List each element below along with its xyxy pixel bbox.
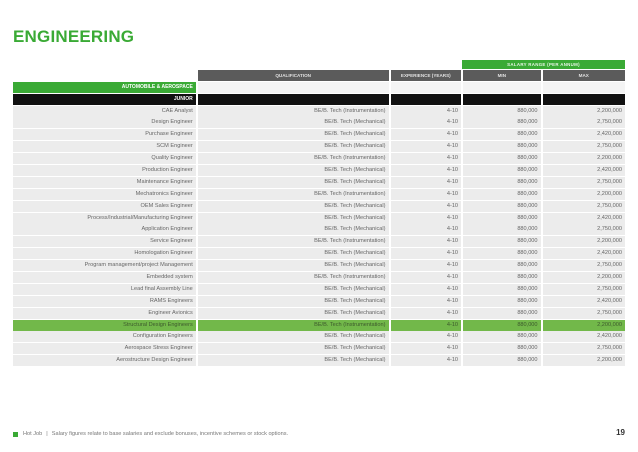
category-cell — [391, 82, 462, 93]
cell-max-salary: 2,200,000 — [543, 189, 625, 200]
cell-min-salary: 880,000 — [463, 284, 541, 295]
table-row — [13, 129, 625, 140]
cell-experience: 4-10 — [391, 106, 462, 117]
table-row — [13, 201, 625, 212]
cell-max-salary: 2,750,000 — [543, 141, 625, 152]
cell-role: Program management/project Management — [13, 260, 196, 271]
cell-experience: 4-10 — [391, 355, 462, 366]
cell-experience: 4-10 — [391, 320, 462, 331]
table-row — [13, 320, 625, 331]
cell-experience: 4-10 — [391, 213, 462, 224]
page-number: 19 — [616, 428, 625, 437]
salary-range-header-row — [13, 60, 625, 69]
cell-qualification: BE/B. Tech (Instrumentation) — [198, 236, 389, 247]
cell-qualification: BE/B. Tech (Mechanical) — [198, 284, 389, 295]
cell-role: Aerostructure Design Engineer — [13, 355, 196, 366]
cell-qualification: BE/B. Tech (Mechanical) — [198, 165, 389, 176]
footer — [13, 431, 288, 437]
cell-min-salary: 880,000 — [463, 343, 541, 354]
cell-role: Homologation Engineer — [13, 248, 196, 259]
table-row — [13, 153, 625, 164]
header-spacer — [13, 70, 196, 81]
cell-min-salary: 880,000 — [463, 117, 541, 128]
cell-qualification: BE/B. Tech (Instrumentation) — [198, 153, 389, 164]
cell-role: Aerospace Stress Engineer — [13, 343, 196, 354]
header-qualification: QUALIFICATION — [198, 70, 389, 81]
cell-role: Mechatronics Engineer — [13, 189, 196, 200]
salary-range-header: SALARY RANGE (PER ANNUM) — [462, 60, 625, 69]
table-row — [13, 355, 625, 366]
subcategory-row — [13, 94, 625, 105]
cell-max-salary: 2,200,000 — [543, 236, 625, 247]
cell-min-salary: 880,000 — [463, 165, 541, 176]
cell-min-salary: 880,000 — [463, 177, 541, 188]
cell-experience: 4-10 — [391, 117, 462, 128]
cell-role: Structural Design Engineers — [13, 320, 196, 331]
subcategory-cell — [391, 94, 462, 105]
cell-experience: 4-10 — [391, 308, 462, 319]
table-row — [13, 248, 625, 259]
footer-note: Salary figures relate to base salaries and exclude bonuses, incentive schemes or stock options. — [51, 431, 289, 437]
cell-min-salary: 880,000 — [463, 201, 541, 212]
cell-max-salary: 2,420,000 — [543, 213, 625, 224]
cell-max-salary: 2,750,000 — [543, 260, 625, 271]
cell-max-salary: 2,750,000 — [543, 117, 625, 128]
cell-experience: 4-10 — [391, 331, 462, 342]
cell-min-salary: 880,000 — [463, 260, 541, 271]
cell-min-salary: 880,000 — [463, 248, 541, 259]
cell-max-salary: 2,420,000 — [543, 296, 625, 307]
cell-max-salary: 2,750,000 — [543, 343, 625, 354]
cell-experience: 4-10 — [391, 248, 462, 259]
category-cell — [198, 82, 389, 93]
cell-qualification: BE/B. Tech (Instrumentation) — [198, 106, 389, 117]
table-row — [13, 177, 625, 188]
cell-max-salary: 2,750,000 — [543, 201, 625, 212]
cell-max-salary: 2,750,000 — [543, 224, 625, 235]
cell-max-salary: 2,420,000 — [543, 129, 625, 140]
cell-max-salary: 2,200,000 — [543, 272, 625, 283]
cell-role: Lead final Assembly Line — [13, 284, 196, 295]
cell-min-salary: 880,000 — [463, 320, 541, 331]
cell-qualification: BE/B. Tech (Mechanical) — [198, 213, 389, 224]
cell-min-salary: 880,000 — [463, 224, 541, 235]
table-row — [13, 260, 625, 271]
cell-role: Configuration Engineers — [13, 331, 196, 342]
cell-experience: 4-10 — [391, 284, 462, 295]
table-row — [13, 343, 625, 354]
category-cell — [543, 82, 625, 93]
cell-min-salary: 880,000 — [463, 308, 541, 319]
category-cell — [463, 82, 541, 93]
cell-role: Quality Engineer — [13, 153, 196, 164]
subcategory-cell — [198, 94, 389, 105]
cell-role: OEM Sales Engineer — [13, 201, 196, 212]
table-body — [13, 106, 625, 367]
salary-table — [13, 60, 625, 367]
table-row — [13, 308, 625, 319]
subcategory-label: JUNIOR — [13, 94, 196, 105]
cell-role: Process/Industrial/Manufacturing Engineer — [13, 213, 196, 224]
cell-role: Purchase Engineer — [13, 129, 196, 140]
cell-max-salary: 2,750,000 — [543, 308, 625, 319]
cell-role: Service Engineer — [13, 236, 196, 247]
cell-max-salary: 2,200,000 — [543, 320, 625, 331]
cell-qualification: BE/B. Tech (Mechanical) — [198, 177, 389, 188]
cell-role: CAE Analyst — [13, 106, 196, 117]
header-min: MIN — [463, 70, 540, 81]
footer-brand: Hot Job — [23, 431, 43, 437]
cell-role: Design Engineer — [13, 117, 196, 128]
cell-experience: 4-10 — [391, 343, 462, 354]
cell-max-salary: 2,750,000 — [543, 177, 625, 188]
table-row — [13, 117, 625, 128]
cell-role: SCM Engineer — [13, 141, 196, 152]
cell-min-salary: 880,000 — [463, 129, 541, 140]
cell-qualification: BE/B. Tech (Instrumentation) — [198, 320, 389, 331]
table-row — [13, 331, 625, 342]
header-max: MAX — [543, 70, 625, 81]
cell-experience: 4-10 — [391, 224, 462, 235]
cell-qualification: BE/B. Tech (Mechanical) — [198, 260, 389, 271]
cell-min-salary: 880,000 — [463, 141, 541, 152]
table-row — [13, 224, 625, 235]
cell-role: Embedded system — [13, 272, 196, 283]
cell-experience: 4-10 — [391, 201, 462, 212]
table-row — [13, 296, 625, 307]
cell-max-salary: 2,200,000 — [543, 106, 625, 117]
cell-qualification: BE/B. Tech (Mechanical) — [198, 141, 389, 152]
cell-qualification: BE/B. Tech (Mechanical) — [198, 308, 389, 319]
table-row — [13, 189, 625, 200]
cell-experience: 4-10 — [391, 236, 462, 247]
cell-role: Application Engineer — [13, 224, 196, 235]
cell-max-salary: 2,420,000 — [543, 331, 625, 342]
cell-max-salary: 2,420,000 — [543, 165, 625, 176]
header-experience: EXPERIENCE (YEARS) — [391, 70, 462, 81]
subcategory-cell — [543, 94, 625, 105]
footer-square-icon — [13, 432, 18, 437]
cell-experience: 4-10 — [391, 260, 462, 271]
table-row — [13, 213, 625, 224]
cell-experience: 4-10 — [391, 153, 462, 164]
cell-qualification: BE/B. Tech (Mechanical) — [198, 248, 389, 259]
cell-qualification: BE/B. Tech (Mechanical) — [198, 129, 389, 140]
table-row — [13, 272, 625, 283]
cell-qualification: BE/B. Tech (Mechanical) — [198, 201, 389, 212]
cell-min-salary: 880,000 — [463, 213, 541, 224]
cell-experience: 4-10 — [391, 189, 462, 200]
cell-role: Production Engineer — [13, 165, 196, 176]
cell-min-salary: 880,000 — [463, 236, 541, 247]
cell-min-salary: 880,000 — [463, 106, 541, 117]
cell-experience: 4-10 — [391, 177, 462, 188]
table-row — [13, 106, 625, 117]
subcategory-cell — [463, 94, 541, 105]
cell-qualification: BE/B. Tech (Mechanical) — [198, 296, 389, 307]
cell-min-salary: 880,000 — [463, 272, 541, 283]
cell-qualification: BE/B. Tech (Mechanical) — [198, 355, 389, 366]
cell-min-salary: 880,000 — [463, 189, 541, 200]
cell-experience: 4-10 — [391, 129, 462, 140]
cell-qualification: BE/B. Tech (Mechanical) — [198, 343, 389, 354]
table-row — [13, 165, 625, 176]
column-header-row — [13, 70, 625, 81]
cell-max-salary: 2,750,000 — [543, 284, 625, 295]
cell-qualification: BE/B. Tech (Mechanical) — [198, 331, 389, 342]
cell-experience: 4-10 — [391, 272, 462, 283]
cell-min-salary: 880,000 — [463, 153, 541, 164]
table-row — [13, 236, 625, 247]
cell-qualification: BE/B. Tech (Instrumentation) — [198, 189, 389, 200]
cell-qualification: BE/B. Tech (Mechanical) — [198, 117, 389, 128]
table-row — [13, 284, 625, 295]
cell-role: RAMS Engineers — [13, 296, 196, 307]
table-row — [13, 141, 625, 152]
cell-qualification: BE/B. Tech (Mechanical) — [198, 224, 389, 235]
cell-role: Engineer Avionics — [13, 308, 196, 319]
category-label: AUTOMOBILE & AEROSPACE — [13, 82, 196, 93]
category-row — [13, 82, 625, 93]
cell-max-salary: 2,200,000 — [543, 153, 625, 164]
cell-experience: 4-10 — [391, 141, 462, 152]
cell-max-salary: 2,200,000 — [543, 355, 625, 366]
cell-min-salary: 880,000 — [463, 296, 541, 307]
footer-separator: | — [46, 431, 48, 437]
cell-experience: 4-10 — [391, 296, 462, 307]
page-title: ENGINEERING — [13, 27, 135, 46]
cell-qualification: BE/B. Tech (Instrumentation) — [198, 272, 389, 283]
cell-min-salary: 880,000 — [463, 355, 541, 366]
cell-max-salary: 2,420,000 — [543, 248, 625, 259]
cell-min-salary: 880,000 — [463, 331, 541, 342]
cell-experience: 4-10 — [391, 165, 462, 176]
cell-role: Maintenance Engineer — [13, 177, 196, 188]
